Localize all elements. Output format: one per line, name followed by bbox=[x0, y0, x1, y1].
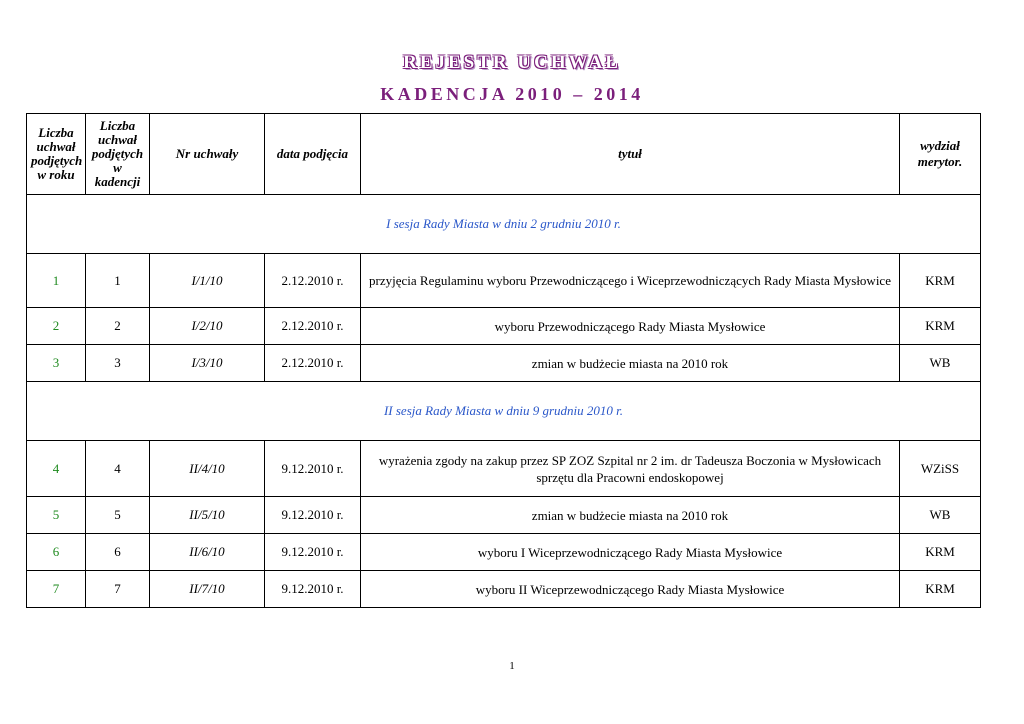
cell-title: wyboru Przewodniczącego Rady Miasta Mysłowice bbox=[361, 308, 900, 345]
cell-count-term: 3 bbox=[86, 345, 150, 382]
header-resolution-number: Nr uchwały bbox=[150, 114, 265, 195]
cell-department: KRM bbox=[900, 308, 981, 345]
session-row bbox=[27, 382, 981, 441]
cell-title: wyboru II Wiceprzewodniczącego Rady Miasta Mysłowice bbox=[361, 571, 900, 608]
cell-date: 9.12.2010 r. bbox=[265, 571, 361, 608]
table-row bbox=[27, 571, 981, 608]
cell-count-term: 5 bbox=[86, 497, 150, 534]
cell-count-term: 1 bbox=[86, 254, 150, 308]
cell-date: 2.12.2010 r. bbox=[265, 345, 361, 382]
document-subtitle: KADENCJA 2010 – 2014 bbox=[380, 84, 644, 104]
cell-count-term: 2 bbox=[86, 308, 150, 345]
cell-resolution-number: II/5/10 bbox=[150, 497, 265, 534]
table-row bbox=[27, 254, 981, 308]
session-row bbox=[27, 195, 981, 254]
cell-resolution-number: II/7/10 bbox=[150, 571, 265, 608]
cell-department: KRM bbox=[900, 571, 981, 608]
cell-count-year: 2 bbox=[27, 308, 86, 345]
header-date: data podjęcia bbox=[265, 114, 361, 195]
cell-count-year: 5 bbox=[27, 497, 86, 534]
cell-resolution-number: II/6/10 bbox=[150, 534, 265, 571]
cell-title: zmian w budżecie miasta na 2010 rok bbox=[361, 345, 900, 382]
cell-date: 9.12.2010 r. bbox=[265, 497, 361, 534]
cell-date: 9.12.2010 r. bbox=[265, 441, 361, 497]
cell-count-term: 7 bbox=[86, 571, 150, 608]
header-title: tytuł bbox=[361, 114, 900, 195]
page-number: 1 bbox=[509, 660, 515, 672]
document-title: REJESTR UCHWAŁ bbox=[403, 52, 621, 73]
cell-resolution-number: II/4/10 bbox=[150, 441, 265, 497]
table-row bbox=[27, 497, 981, 534]
cell-title: zmian w budżecie miasta na 2010 rok bbox=[361, 497, 900, 534]
table-row bbox=[27, 441, 981, 497]
cell-department: KRM bbox=[900, 254, 981, 308]
session-label: I sesja Rady Miasta w dniu 2 grudniu 2010 r. bbox=[27, 195, 981, 254]
cell-resolution-number: I/1/10 bbox=[150, 254, 265, 308]
resolutions-table bbox=[26, 113, 981, 608]
header-department: wydział merytor. bbox=[900, 114, 981, 195]
header-count-term: Liczba uchwał podjętych w kadencji bbox=[86, 114, 150, 195]
cell-date: 2.12.2010 r. bbox=[265, 308, 361, 345]
cell-title: wyboru I Wiceprzewodniczącego Rady Miasta Mysłowice bbox=[361, 534, 900, 571]
header-count-year: Liczba uchwał podjętych w roku bbox=[27, 114, 86, 195]
cell-department: WB bbox=[900, 497, 981, 534]
cell-count-year: 7 bbox=[27, 571, 86, 608]
cell-count-year: 1 bbox=[27, 254, 86, 308]
table-row bbox=[27, 534, 981, 571]
cell-resolution-number: I/3/10 bbox=[150, 345, 265, 382]
cell-department: KRM bbox=[900, 534, 981, 571]
cell-count-year: 4 bbox=[27, 441, 86, 497]
cell-count-term: 6 bbox=[86, 534, 150, 571]
cell-title: wyrażenia zgody na zakup przez SP ZOZ Szpital nr 2 im. dr Tadeusza Boczonia w Mysłowicach sprzętu dla Pracowni endoskopowej bbox=[361, 441, 900, 497]
cell-department: WZiSS bbox=[900, 441, 981, 497]
cell-date: 2.12.2010 r. bbox=[265, 254, 361, 308]
cell-resolution-number: I/2/10 bbox=[150, 308, 265, 345]
cell-department: WB bbox=[900, 345, 981, 382]
table-row bbox=[27, 345, 981, 382]
cell-count-year: 3 bbox=[27, 345, 86, 382]
cell-count-term: 4 bbox=[86, 441, 150, 497]
session-label: II sesja Rady Miasta w dniu 9 grudniu 2010 r. bbox=[27, 382, 981, 441]
header-row bbox=[27, 114, 981, 195]
cell-date: 9.12.2010 r. bbox=[265, 534, 361, 571]
cell-count-year: 6 bbox=[27, 534, 86, 571]
table-row bbox=[27, 308, 981, 345]
cell-title: przyjęcia Regulaminu wyboru Przewodniczącego i Wiceprzewodniczących Rady Miasta Mysłowice bbox=[361, 254, 900, 308]
